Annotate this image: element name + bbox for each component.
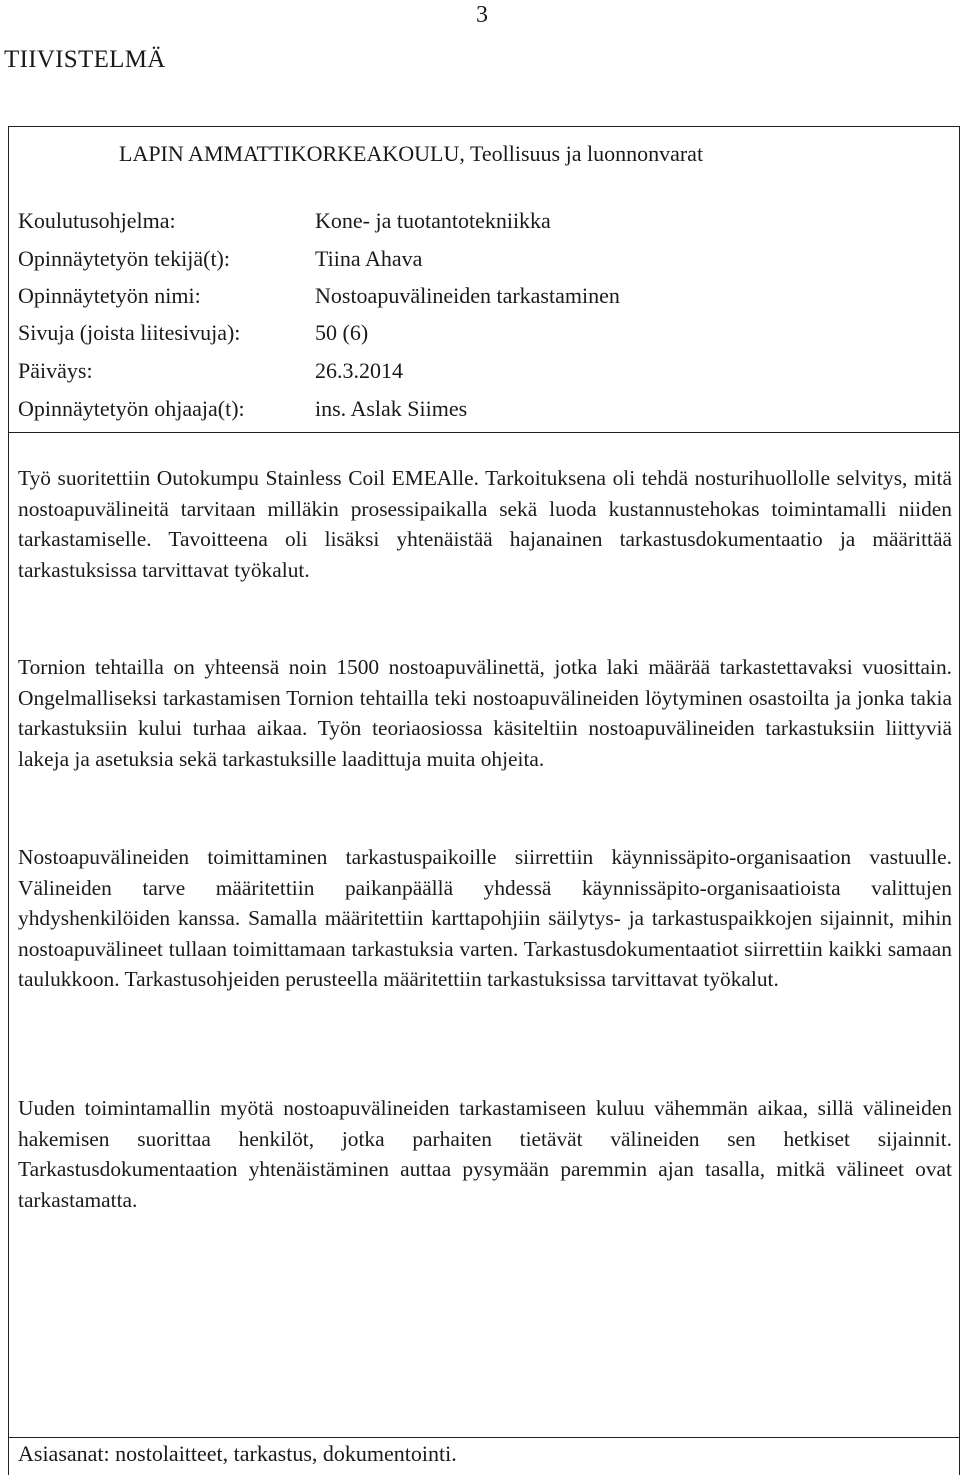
keywords-line: Asiasanat: nostolaitteet, tarkastus, dokumentointi. [18, 1441, 457, 1466]
meta-value: 26.3.2014 [315, 358, 403, 383]
meta-value: Kone- ja tuotantotekniikka [315, 208, 551, 233]
abstract-paragraph-2: Tornion tehtailla on yhteensä noin 1500 nostoapuvälinettä, jotka laki määrää tarkastettavaksi vuosittain. Ongelmalliseksi tarkastamisen Tornion tehtailla teki nostoapuvälineiden löytyminen osastoilta ja jonka takia tarkastuksiin kului turhaa aikaa. Työn teoriaosiossa käsiteltiin nostoapuvälineiden tarkastuksiin liittyviä lakeja ja asetuksia sekä tarkastuksille laadittuja muita ohjeita. [18, 655, 952, 771]
institution-line: LAPIN AMMATTIKORKEAKOULU, Teollisuus ja luonnonvarat [119, 141, 704, 166]
meta-label: Koulutusohjelma: [18, 208, 176, 233]
meta-label: Päiväys: [18, 358, 93, 383]
page-title: TIIVISTELMÄ [4, 46, 166, 73]
meta-value: 50 (6) [315, 320, 369, 345]
meta-value: ins. Aslak Siimes [315, 396, 468, 421]
meta-label: Opinnäytetyön nimi: [18, 283, 201, 308]
meta-value: Nostoapuvälineiden tarkastaminen [315, 283, 620, 308]
meta-value: Tiina Ahava [315, 246, 423, 271]
abstract-paragraph-4: Uuden toimintamallin myötä nostoapuvälineiden tarkastamiseen kuluu vähemmän aikaa, sillä välineiden hakemisen suorittaa henkilöt, jotka parhaiten tietävät välineiden sen hetkiset sijainnit. Tarkastusdokumentaation yhtenäistäminen auttaa pysymään paremmin ajan tasalla, mitkä välineet ovat tarkastamatta. [18, 1096, 952, 1212]
page-number: 3 [476, 2, 488, 28]
metadata-divider [8, 432, 960, 433]
abstract-paragraph-3: Nostoapuvälineiden toimittaminen tarkastuspaikoille siirrettiin käynnissäpito-organisaation vastuulle. Välineiden tarve määritettiin paikanpäällä yhdessä käynnissäpito-organisaatioista valittujen yhdyshenkilöiden kanssa. Samalla määritettiin karttapohjiin säilytys- ja tarkastuspaikkojen sijainnit, mihin nostoapuvälineet tullaan toimittamaan tarkastuksia varten. Tarkastusdokumentaatiot siirrettiin kaikki samaan taulukkoon. Tarkastusohjeiden perusteella määritettiin tarkastuksissa tarvittavat työkalut. [18, 845, 952, 992]
meta-label: Opinnäytetyön tekijä(t): [18, 246, 230, 271]
meta-label: Opinnäytetyön ohjaaja(t): [18, 396, 245, 421]
meta-label: Sivuja (joista liitesivuja): [18, 320, 241, 345]
abstract-paragraph-1: Työ suoritettiin Outokumpu Stainless Coil EMEAlle. Tarkoituksena oli tehdä nosturihuollolle selvitys, mitä nostoapuvälineitä tarvitaan milläkin prosessipaikalla sekä luoda kustannustehokas toimintamalli niiden tarkastamiselle. Tavoitteena oli lisäksi yhtenäistää hajanainen tarkastusdokumentaatio ja määrittää tarkastuksissa tarvittavat työkalut. [18, 466, 952, 582]
keywords-divider [8, 1437, 960, 1438]
